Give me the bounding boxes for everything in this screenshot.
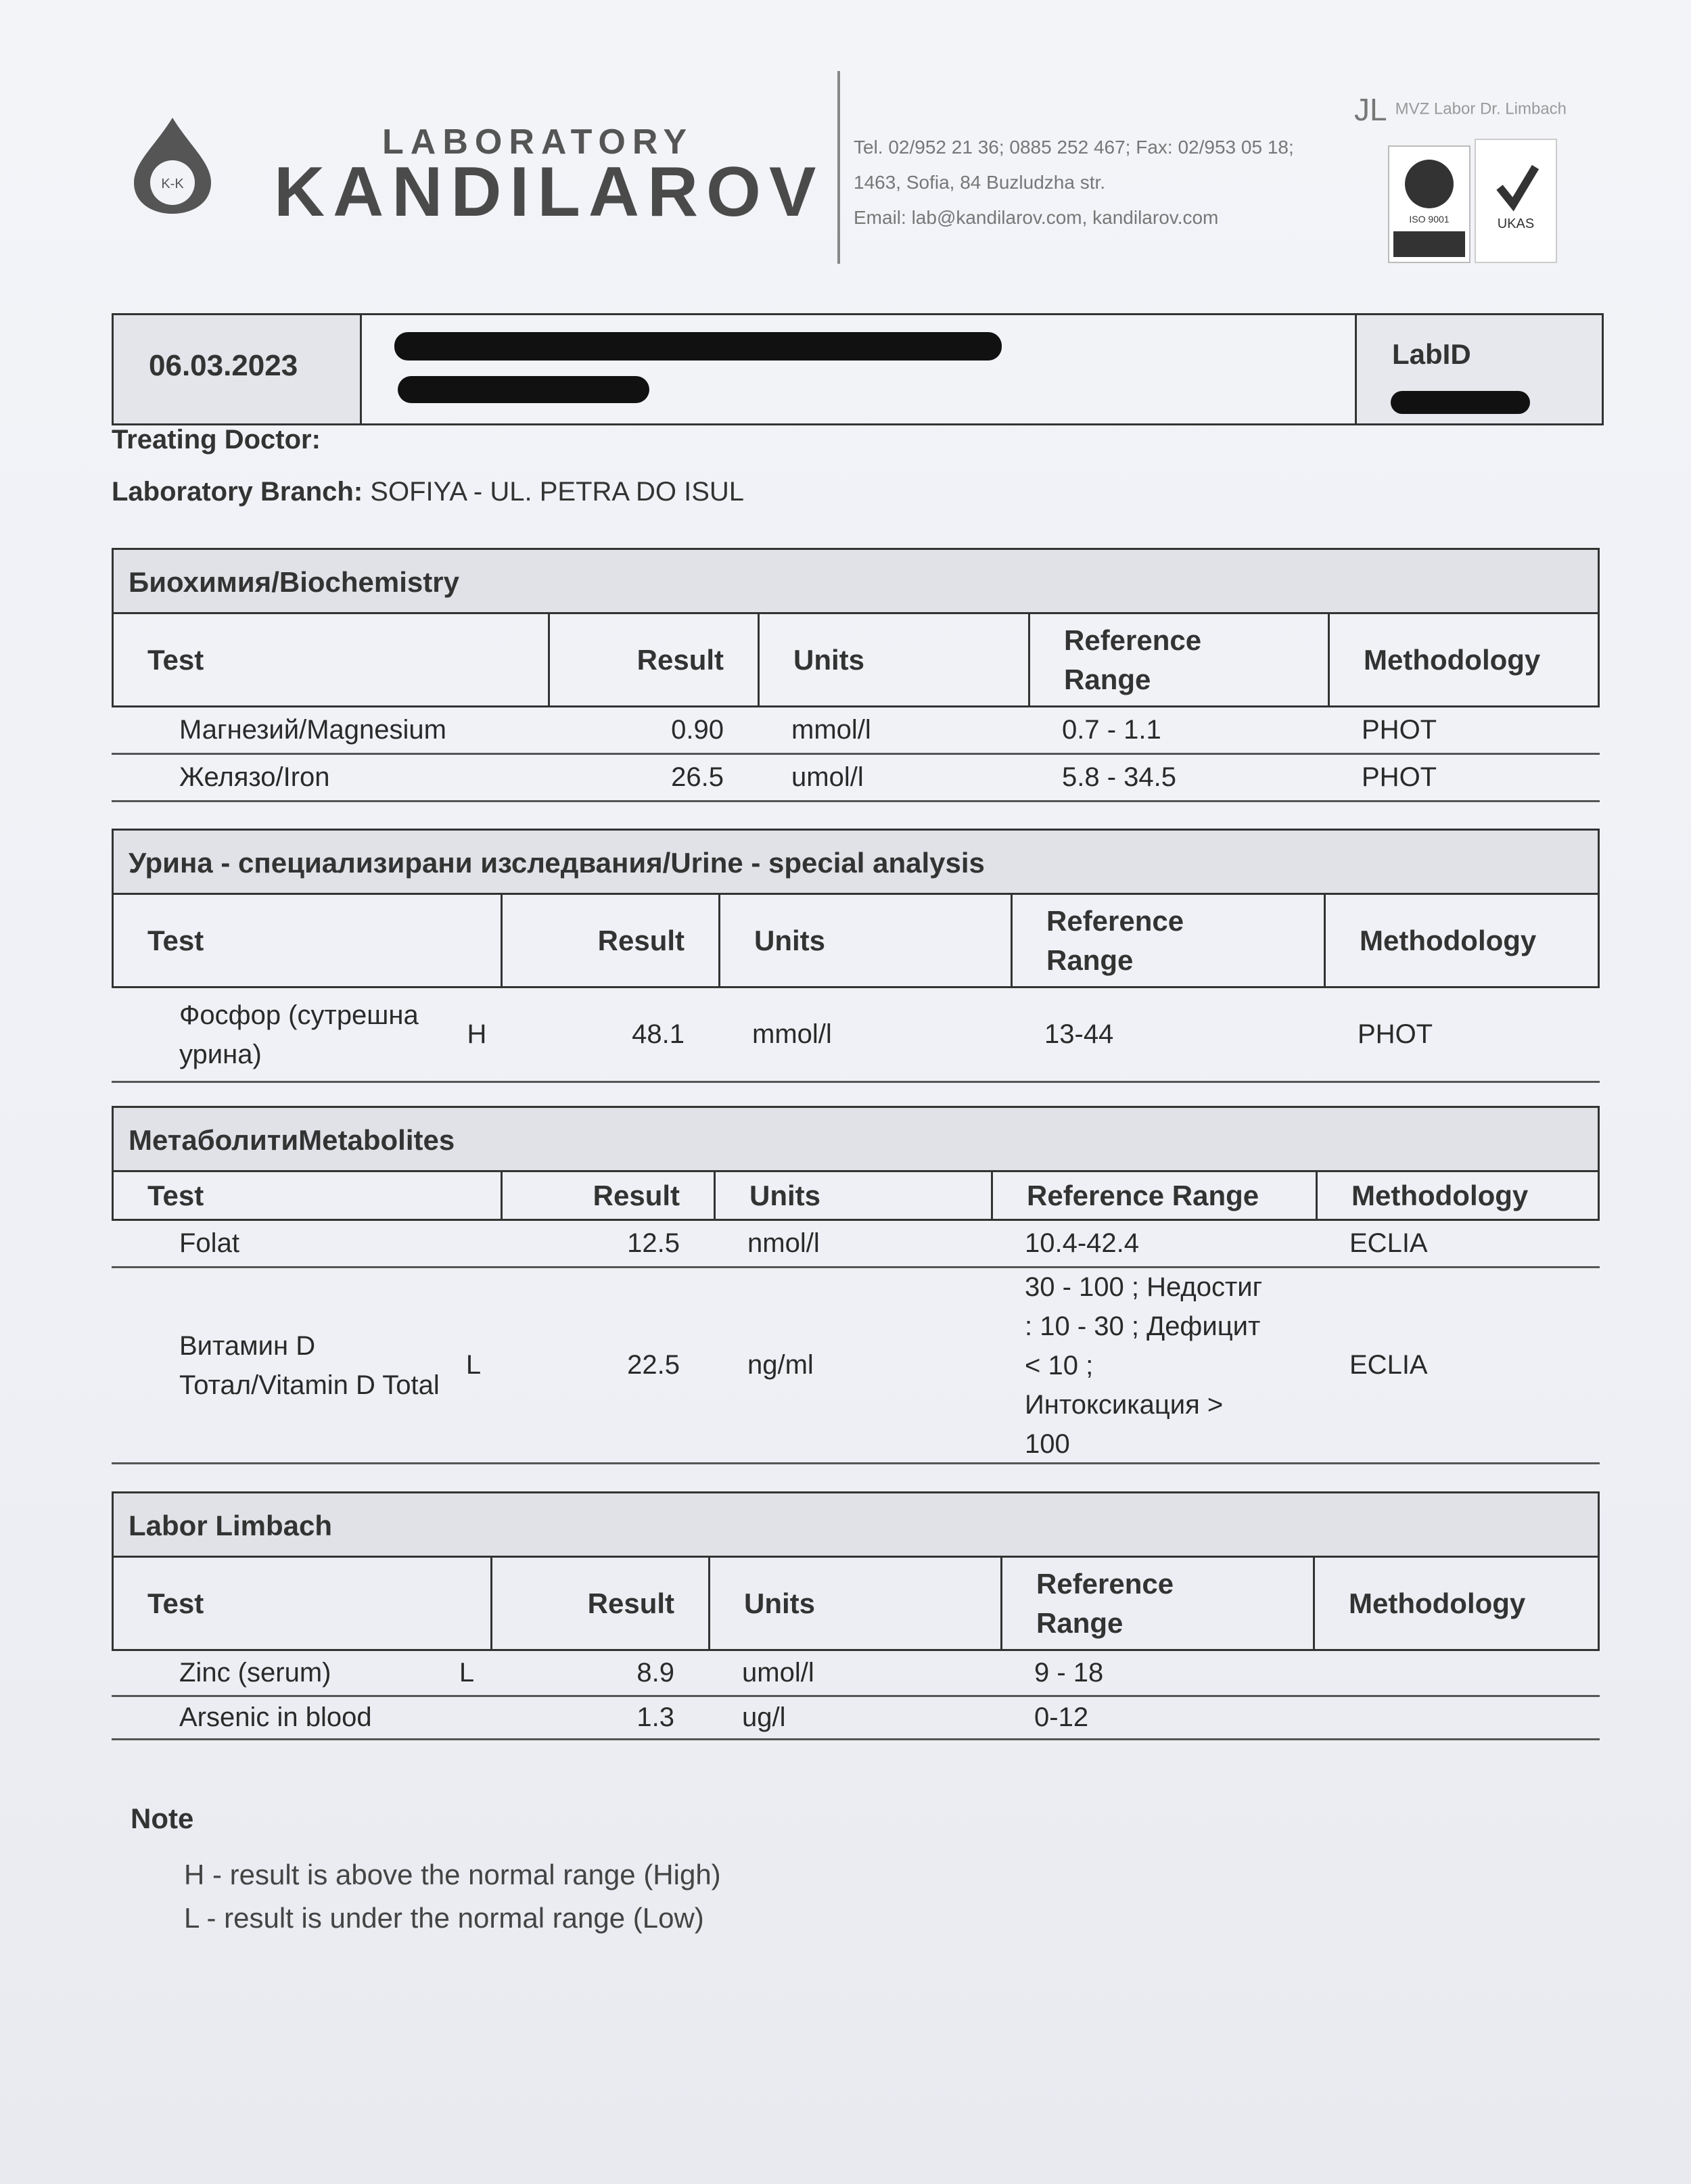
col-result: Result — [550, 614, 760, 705]
col-methodology: Methodology — [1351, 1179, 1529, 1211]
result-value: 48.1 — [632, 1019, 685, 1049]
labid-label: LabID — [1392, 338, 1471, 370]
units-value: ug/l — [742, 1702, 786, 1732]
reference-value: 13-44 — [1044, 1019, 1114, 1049]
branch-label: Laboratory Branch: — [112, 477, 363, 507]
iso-certification-icon — [1388, 145, 1470, 263]
table-row — [112, 1651, 1600, 1697]
test-name: Магнезий/Magnesium — [179, 715, 446, 745]
col-reference: Reference Range — [1013, 895, 1326, 986]
treating-doctor — [112, 425, 321, 455]
col-methodology: Methodology — [1349, 1587, 1526, 1619]
flag-low: L — [465, 1350, 482, 1380]
method-value: ECLIA — [1349, 1228, 1428, 1258]
col-units: Units — [716, 1172, 993, 1219]
section-urine — [112, 829, 1600, 1083]
reference-value: 10.4-42.4 — [1025, 1228, 1140, 1258]
result-value: 12.5 — [627, 1228, 680, 1258]
col-reference: Reference Range — [993, 1172, 1318, 1219]
method-value — [1313, 1651, 1596, 1695]
table-row — [112, 707, 1600, 755]
flag-low: L — [459, 1658, 475, 1688]
col-units: Units — [760, 614, 1030, 705]
labid-cell — [1355, 315, 1602, 423]
svg-text:ISO 9001: ISO 9001 — [1409, 214, 1450, 225]
col-test: Test — [114, 614, 550, 705]
table-row — [112, 988, 1600, 1083]
drop-logo-icon — [129, 115, 216, 216]
column-header-row — [112, 614, 1600, 707]
units-value: ng/ml — [747, 1350, 814, 1380]
contact-block — [854, 130, 1294, 235]
col-units: Units — [710, 1558, 1002, 1649]
units-value: nmol/l — [747, 1228, 820, 1258]
column-header-row — [112, 895, 1600, 988]
col-test: Test — [114, 1558, 492, 1649]
method-value — [1313, 1697, 1596, 1738]
test-name: Folat — [179, 1228, 239, 1258]
units-value: umol/l — [791, 762, 864, 792]
contact-phone: Tel. 02/952 21 36; 0885 252 467; Fax: 02/953 05 18; — [854, 137, 1294, 158]
column-header-row — [112, 1172, 1600, 1221]
method-value: PHOT — [1362, 715, 1437, 745]
redacted-patient-name — [394, 332, 1002, 361]
col-test: Test — [114, 895, 503, 986]
brand-laboratory: LABORATORY — [382, 122, 694, 162]
table-row — [112, 1221, 1600, 1268]
col-methodology: Methodology — [1364, 643, 1541, 676]
ukas-certification-icon — [1475, 139, 1557, 263]
note-low: L - result is under the normal range (Low) — [184, 1902, 704, 1934]
redacted-labid — [1391, 391, 1530, 414]
table-row — [112, 1697, 1600, 1740]
flag-none — [436, 1697, 497, 1738]
patient-header-box — [112, 313, 1604, 425]
result-value: 8.9 — [636, 1658, 674, 1688]
col-result: Result — [503, 895, 720, 986]
redacted-patient-id — [398, 376, 649, 403]
result-value: 26.5 — [671, 762, 724, 792]
brand-kandilarov: KANDILAROV — [274, 153, 825, 231]
result-value: 0.90 — [671, 715, 724, 745]
test-name: Витамин D Тотал/Vitamin D Total — [179, 1330, 440, 1400]
partner-logo — [1354, 91, 1567, 128]
section-metabolites — [112, 1106, 1600, 1464]
report-date-cell — [114, 315, 362, 423]
method-value: PHOT — [1358, 1019, 1433, 1049]
treating-doctor-label: Treating Doctor: — [112, 425, 321, 455]
col-reference: Reference Range — [1030, 614, 1330, 705]
note-title: Note — [131, 1803, 194, 1834]
test-name: Zinc (serum) — [179, 1658, 331, 1688]
result-value: 1.3 — [636, 1702, 674, 1732]
laboratory-branch — [112, 477, 744, 507]
table-row — [112, 755, 1600, 802]
note-high: H - result is above the normal range (High) — [184, 1859, 721, 1890]
units-value: umol/l — [742, 1658, 814, 1688]
test-name: Arsenic in blood — [179, 1702, 372, 1732]
test-name: Желязо/Iron — [179, 762, 330, 792]
table-row — [112, 1268, 1600, 1464]
reference-value: 30 - 100 ; Недостиг : 10 - 30 ; Дефицит < 10 ; Интоксикация > 100 — [1025, 1272, 1263, 1459]
reference-value: 0.7 - 1.1 — [1062, 715, 1161, 745]
section-labor-limbach — [112, 1491, 1600, 1740]
column-header-row — [112, 1558, 1600, 1651]
col-result: Result — [492, 1558, 710, 1649]
branch-value: SOFIYA - UL. PETRA DO ISUL — [370, 477, 745, 507]
units-value: mmol/l — [791, 715, 871, 745]
report-date: 06.03.2023 — [149, 349, 298, 382]
partner-name: MVZ Labor Dr. Limbach — [1395, 99, 1567, 118]
svg-text:K-K: K-K — [161, 177, 184, 191]
col-reference: Reference Range — [1002, 1558, 1315, 1649]
flag-high: H — [467, 1019, 487, 1049]
result-value: 22.5 — [627, 1350, 680, 1380]
reference-value: 9 - 18 — [1034, 1658, 1104, 1688]
col-test: Test — [114, 1172, 503, 1219]
contact-email: Email: lab@kandilarov.com, kandilarov.com — [854, 207, 1219, 228]
col-methodology: Methodology — [1360, 924, 1537, 956]
reference-value: 0-12 — [1034, 1702, 1089, 1732]
method-value: PHOT — [1362, 762, 1437, 792]
col-result: Result — [503, 1172, 716, 1219]
contact-address: 1463, Sofia, 84 Buzludzha str. — [854, 172, 1106, 193]
section-title: МетаболитиMetabolites — [112, 1106, 1600, 1172]
method-value: ECLIA — [1349, 1350, 1428, 1380]
svg-text:UKAS: UKAS — [1497, 216, 1535, 231]
test-name: Фосфор (сутрешна урина) — [179, 1000, 419, 1069]
section-title: Биохимия/Biochemistry — [112, 548, 1600, 614]
jl-logo-icon: JL — [1354, 92, 1387, 127]
col-units: Units — [720, 895, 1013, 986]
section-title: Labor Limbach — [112, 1491, 1600, 1558]
section-title: Урина - специализирани изследвания/Urine - special analysis — [112, 829, 1600, 895]
units-value: mmol/l — [752, 1019, 832, 1049]
header-divider — [837, 71, 840, 264]
reference-value: 5.8 - 34.5 — [1062, 762, 1177, 792]
section-biochemistry — [112, 548, 1600, 802]
